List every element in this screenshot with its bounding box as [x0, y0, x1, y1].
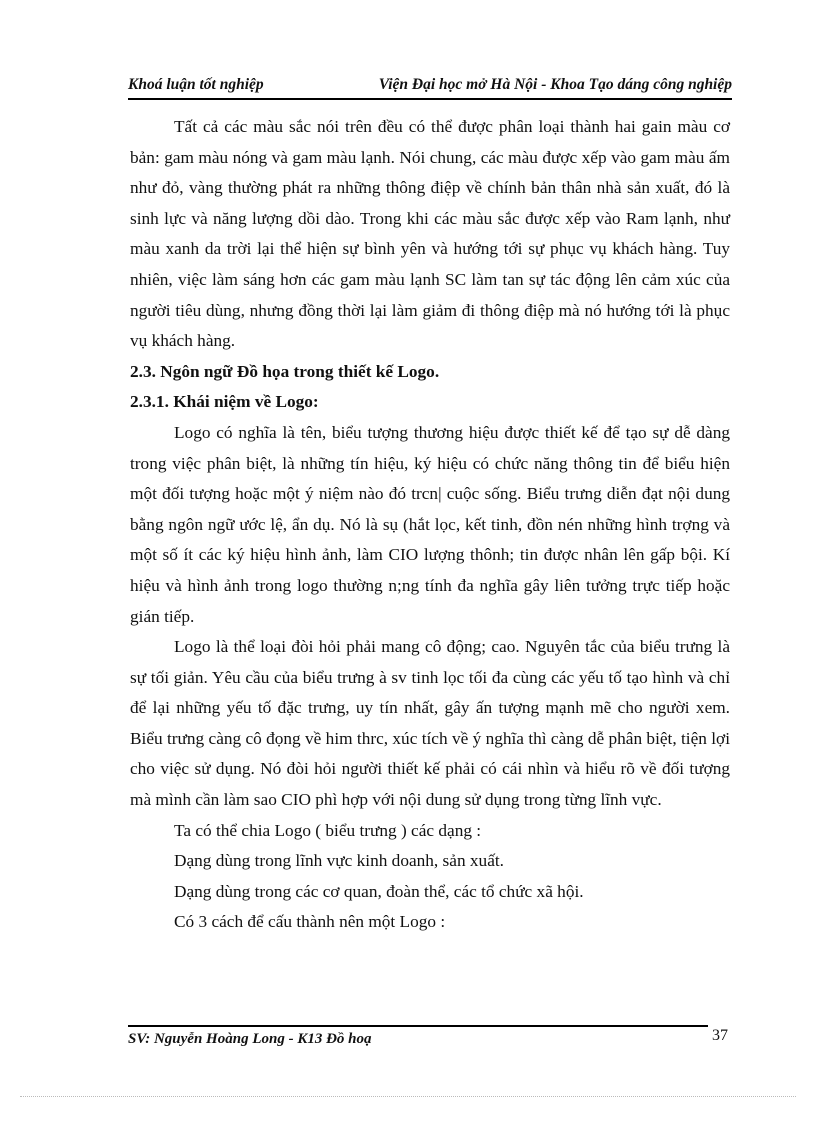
section-heading-2-3: 2.3. Ngôn ngữ Đồ họa trong thiết kế Logo. — [130, 361, 440, 381]
header-institution: Viện Đại học mở Hà Nội - Khoa Tạo dáng công nghiệp — [378, 76, 732, 93]
footer-author: SV: Nguyễn Hoàng Long - K13 Đồ hoạ — [128, 1031, 372, 1047]
document-body — [130, 112, 730, 938]
paragraph-type-organization: Dạng dùng trong các cơ quan, đoàn thể, các tổ chức xã hội. — [174, 881, 584, 901]
paragraph-logo-definition: Logo có nghĩa là tên, biểu tượng thương hiệu được thiết kế để tạo sự dễ dàng trong việc phân biệt, là những tín hiệu, ký hiệu có chức năng thông tin để biểu hiện một đối tượng hoặc một ý niệm nào đó trcn| cuộc sống. Biểu trưng diễn đạt nội dung bằng ngôn ngữ ước lệ, ẩn dụ. Nó là sụ (hắt lọc, kết tinh, đồn nén những hình trợng và một số ít các ký hiệu hình ảnh, làm CIO lượng thônh; tin được nhân lên gấp bội. Kí hiệu và hình ảnh trong logo thường n;ng tính đa nghĩa gây liên tưởng trực tiếp hoặc gián tiếp. — [130, 422, 730, 626]
paragraph-logo-types: Ta có thể chia Logo ( biểu trưng ) các dạng : — [174, 820, 482, 840]
page-footer — [128, 1025, 708, 1051]
paragraph-logo-principles: Logo là thể loại đòi hỏi phải mang cô động; cao. Nguyên tắc của biểu trưng là sự tối giản. Yêu cầu của biểu trưng à sv tinh lọc tối đa cùng các yếu tố tạo hình và chỉ để lại những yếu tố đặc trưng, uy tín nhất, gây ấn tượng mạnh mẽ cho người xem. Biểu trưng càng cô đọng về him thrc, xúc tích về ý nghĩa thì càng dễ phân biệt, tiện lợi cho việc sử dụng. Nó đòi hỏi người thiết kế phải có cái nhìn và hiểu rõ về đối tượng mà mình cần làm sao CIO phì hợp với nội dung sử dụng trong từng lĩnh vực. — [130, 637, 730, 810]
paragraph-type-business: Dạng dùng trong lĩnh vực kinh doanh, sản xuất. — [174, 851, 504, 871]
paragraph-three-ways: Có 3 cách để cấu thành nên một Logo : — [174, 912, 446, 932]
page-header — [128, 76, 732, 100]
header-thesis-title: Khoá luận tốt nghiệp — [128, 76, 264, 93]
page-number: 37 — [712, 1027, 728, 1044]
page-bottom-divider — [20, 1096, 796, 1097]
section-heading-2-3-1: 2.3.1. Khái niệm về Logo: — [130, 392, 319, 412]
paragraph-color-gamut: Tất cả các màu sắc nói trên đều có thể được phân loại thành hai gain màu cơ bản: gam màu nóng và gam màu lạnh. Nói chung, các màu được xếp vào gam màu ấm như đỏ, vàng thường phát ra những thông điệp về chính bản thân nhà sản xuất, đó là sinh lực và năng lượng dồi dào. Trong khi các màu sắc được xếp vào Ram lạnh, như màu xanh da trời lại thể hiện sự bình yên và hướng tới sự phục vụ khách hàng. Tuy nhiên, việc làm sáng hơn các gam màu lạnh SC làm tan sự tác động lên cảm xúc của người tiêu dùng, nhưng đồng thời lại làm giảm đi thông điệp mà nó hướng tới là phục vụ khách hàng. — [130, 117, 730, 351]
